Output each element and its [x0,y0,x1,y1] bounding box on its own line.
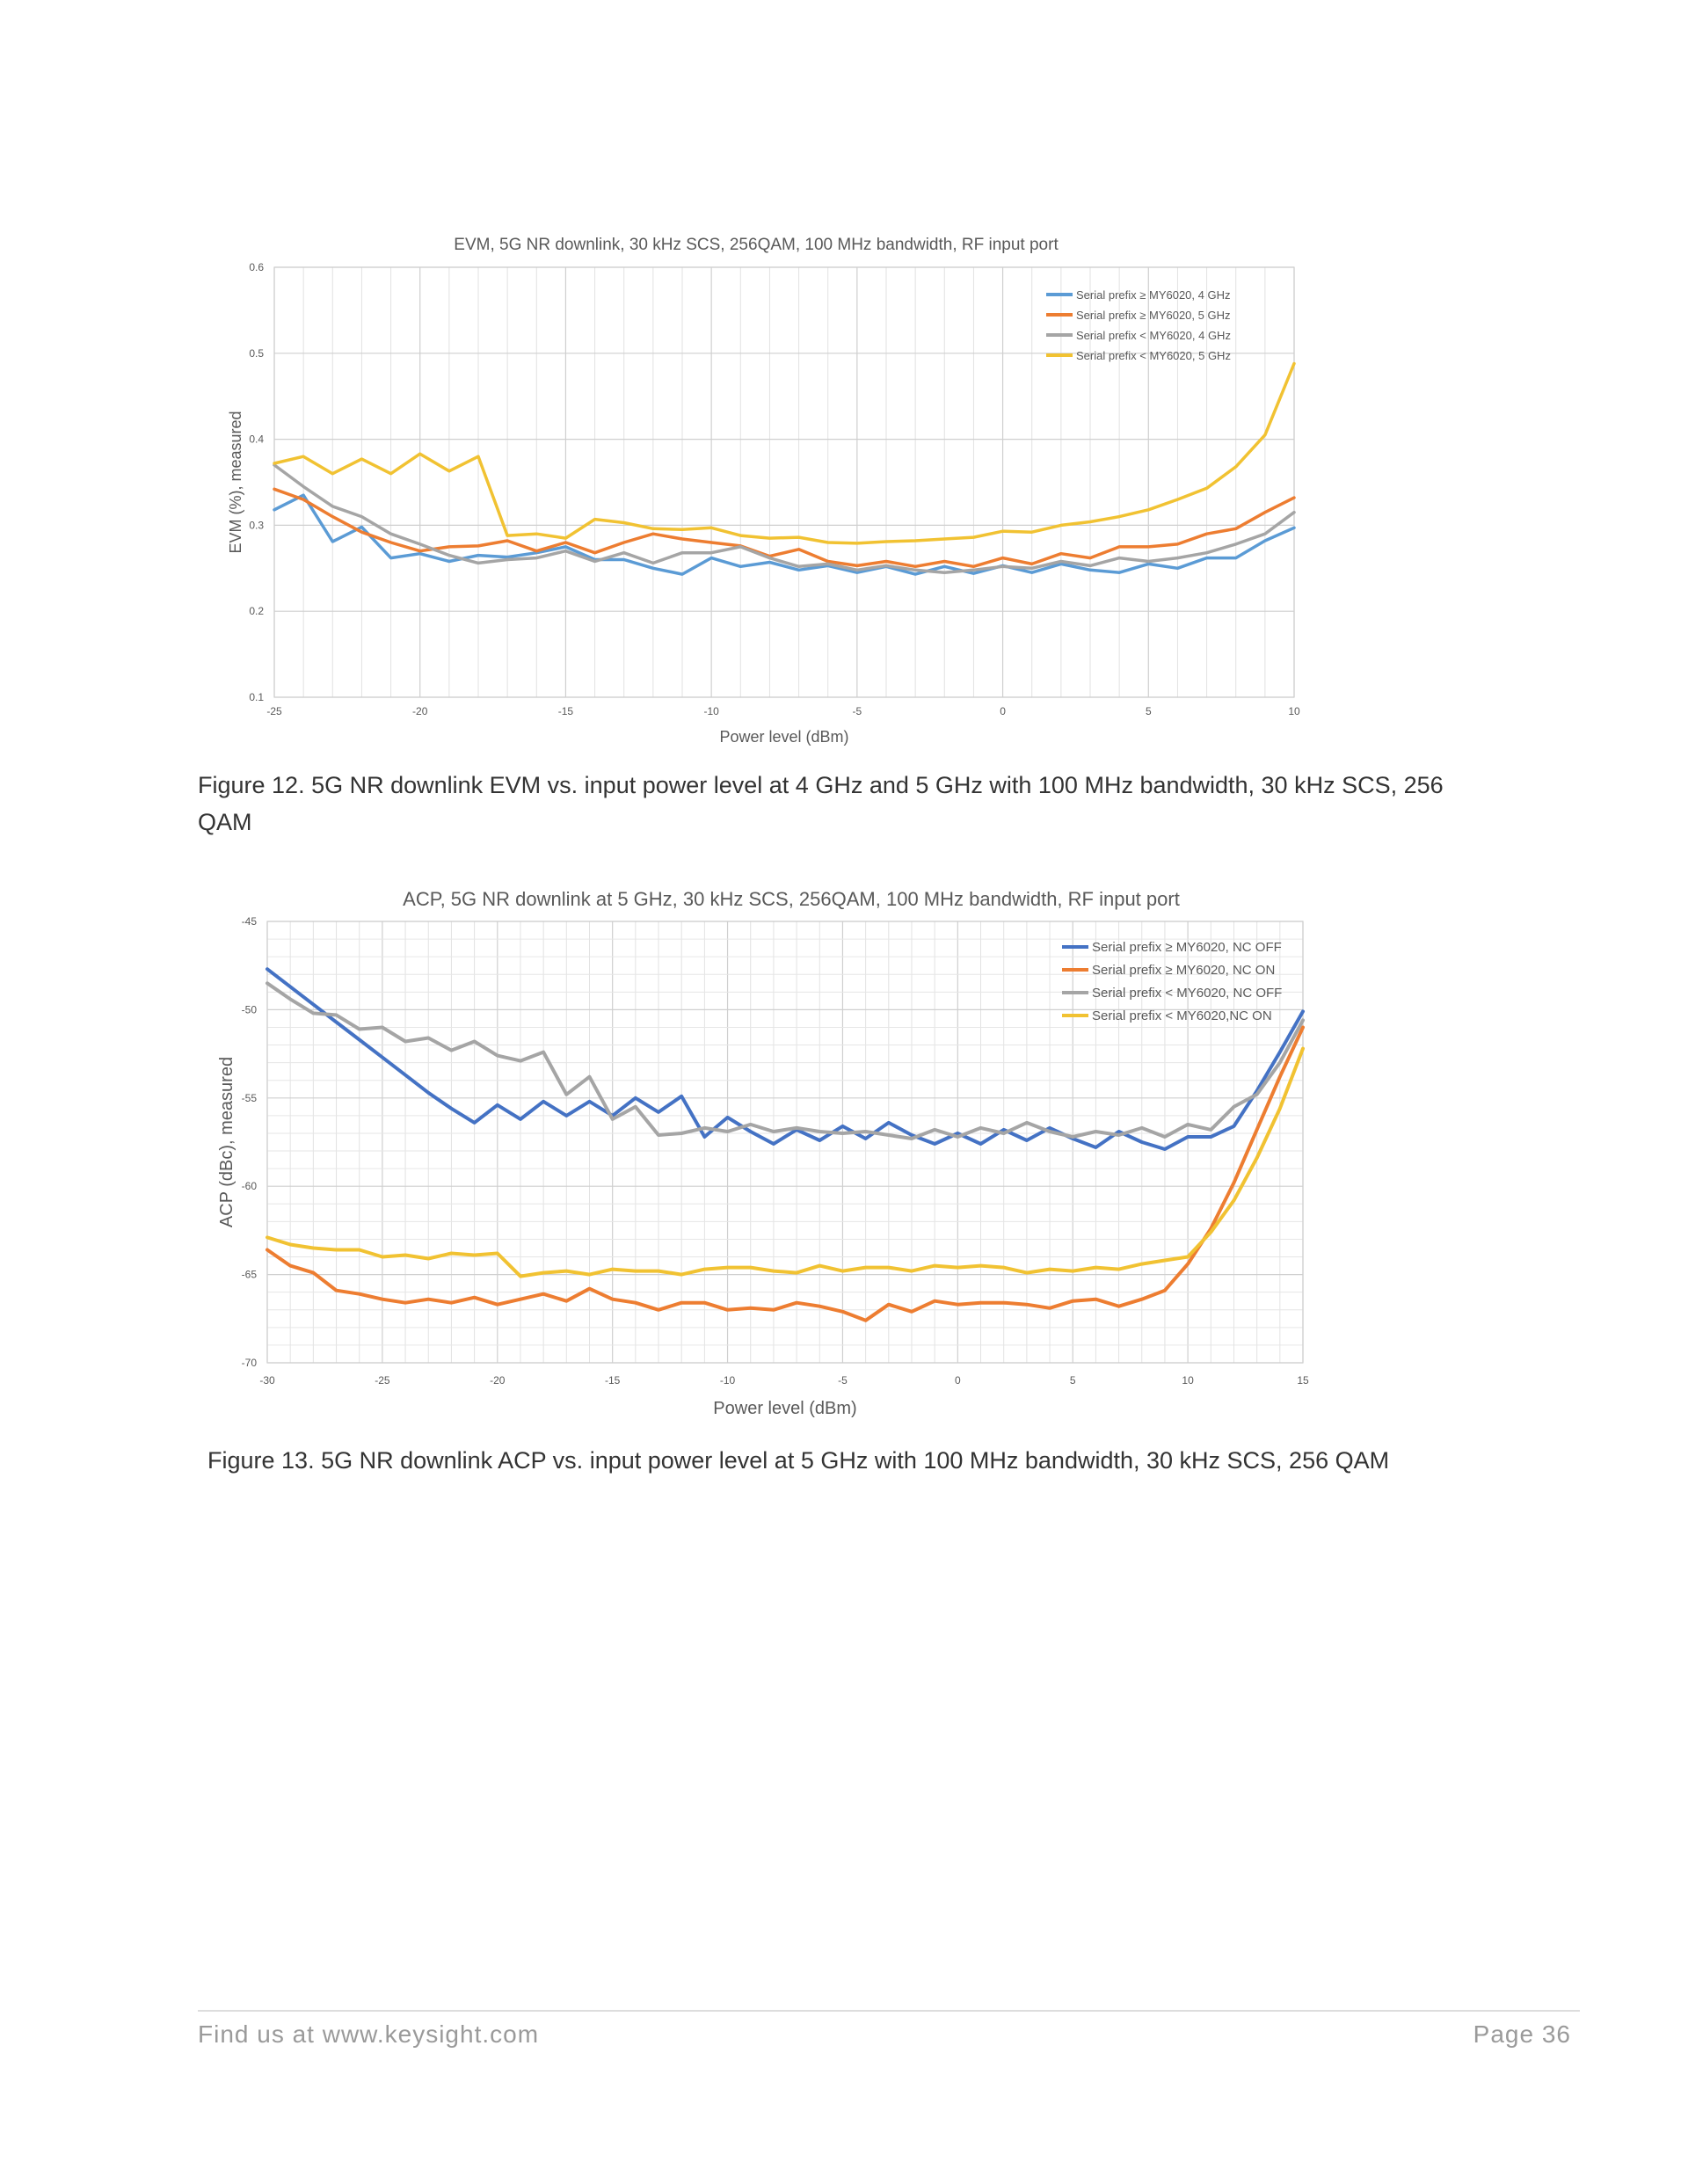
chart0-y-tick-label: 0.2 [249,605,264,618]
chart1-x-tick-label: -5 [838,1374,848,1387]
chart0-series-line-4 [274,364,1294,543]
footer-divider [198,2010,1580,2012]
chart1-x-tick-label: -10 [719,1374,736,1387]
chart0-legend-label: Serial prefix < MY6020, 5 GHz [1076,349,1231,362]
chart0-x-tick-label: -15 [557,705,574,717]
chart0-x-tick-label: -5 [852,705,862,717]
chart0-x-tick-label: -25 [266,705,282,717]
chart0-y-tick-label: 0.5 [249,346,264,360]
chart1-series-line-4 [267,1049,1303,1277]
chart0-y-tick-label: 0.6 [249,261,264,273]
chart0-x-tick-label: 0 [1000,705,1006,717]
chart0-y-tick-label: 0.1 [249,691,264,703]
chart1-y-axis-label: ACP (dBc), measured [217,1056,236,1228]
chart0-y-tick-label: 0.4 [249,433,264,446]
chart0-x-axis-label: Power level (dBm) [719,728,849,746]
chart1-legend-label: Serial prefix ≥ MY6020, NC OFF [1092,940,1282,955]
chart0-legend-label: Serial prefix < MY6020, 4 GHz [1076,329,1231,342]
chart1-x-axis-label: Power level (dBm) [713,1399,857,1418]
chart1-title: ACP, 5G NR downlink at 5 GHz, 30 kHz SCS, 256QAM, 100 MHz bandwidth, RF input port [403,888,1180,910]
chart0-x-tick-label: -10 [703,705,719,717]
figure-12-caption: Figure 12. 5G NR downlink EVM vs. input power level at 4 GHz and 5 GHz with 100 MHz bandwidth, 30 kHz SCS, 256 QAM [198,772,1444,835]
acp-chart [202,883,1319,1437]
chart1-y-tick-label: -70 [241,1357,257,1369]
chart1-y-tick-label: -65 [241,1268,257,1281]
footer-website: Find us at www.keysight.com [198,2020,540,2048]
chart1-y-tick-label: -50 [241,1003,257,1016]
chart0-x-tick-label: -20 [412,705,428,717]
chart1-x-tick-label: -30 [259,1374,275,1387]
chart1-legend-label: Serial prefix < MY6020, NC OFF [1092,986,1283,1001]
chart0-y-axis-label: EVM (%), measured [227,411,244,554]
chart0-legend-label: Serial prefix ≥ MY6020, 4 GHz [1076,288,1231,302]
chart1-y-tick-label: -45 [241,915,257,928]
chart0-title: EVM, 5G NR downlink, 30 kHz SCS, 256QAM, 100 MHz bandwidth, RF input port [454,236,1059,254]
chart1-y-tick-label: -55 [241,1091,257,1104]
chart1-legend-label: Serial prefix ≥ MY6020, NC ON [1092,963,1276,978]
chart1-x-tick-label: -25 [375,1374,390,1387]
chart0-x-tick-label: 10 [1288,705,1300,717]
evm-chart [211,227,1319,754]
chart1-x-tick-label: 5 [1069,1374,1076,1387]
chart0-legend-label: Serial prefix ≥ MY6020, 5 GHz [1076,309,1231,322]
chart1-legend-label: Serial prefix < MY6020,NC ON [1092,1008,1272,1023]
chart1-x-tick-label: -20 [490,1374,506,1387]
figure-13-caption: Figure 13. 5G NR downlink ACP vs. input power level at 5 GHz with 100 MHz bandwidth, 30 kHz SCS, 256 QAM [207,1447,1390,1474]
chart1-x-tick-label: -15 [604,1374,621,1387]
chart1-y-tick-label: -60 [241,1180,257,1193]
chart0-y-tick-label: 0.3 [249,519,264,532]
chart1-x-tick-label: 0 [954,1374,961,1387]
footer-page-number: Page 36 [1473,2020,1571,2048]
chart0-x-tick-label: 5 [1145,705,1152,717]
chart1-x-tick-label: 10 [1182,1374,1194,1387]
chart1-x-tick-label: 15 [1297,1374,1309,1387]
chart1-series-line-2 [267,1028,1303,1321]
